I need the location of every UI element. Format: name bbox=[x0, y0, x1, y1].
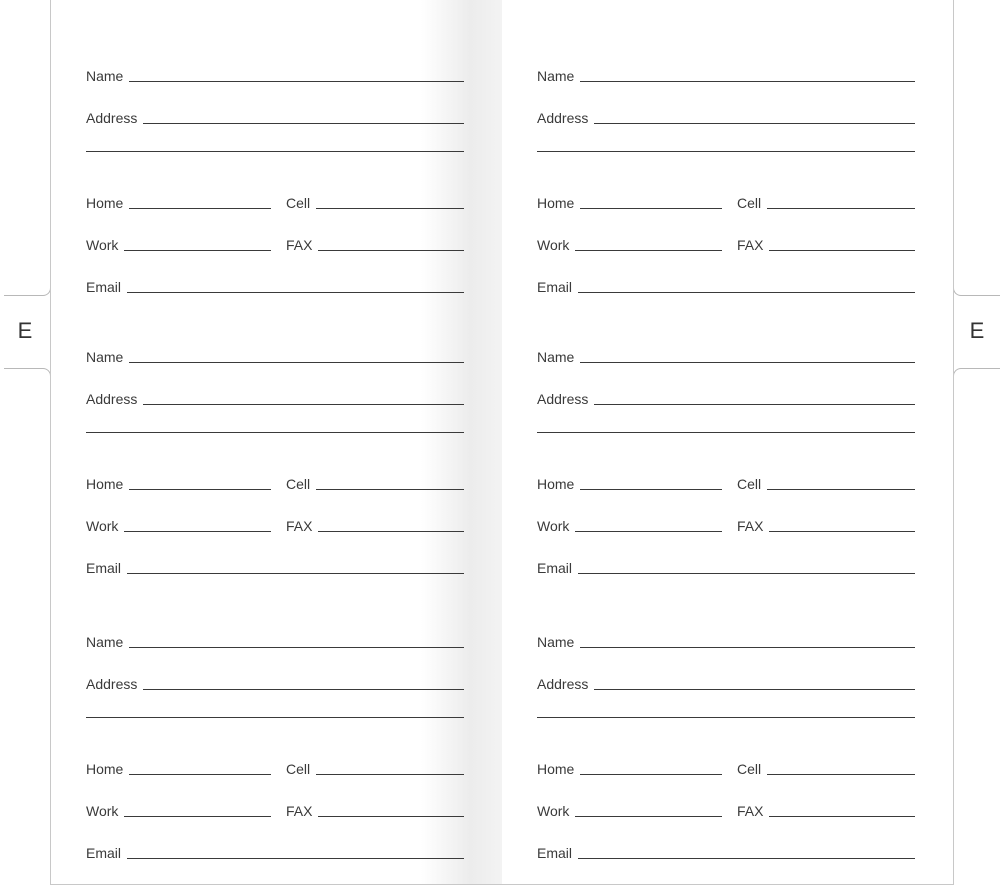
work-row bbox=[537, 231, 722, 253]
cell-phone-field[interactable] bbox=[316, 208, 464, 209]
index-tab-left[interactable] bbox=[0, 294, 50, 370]
email-row bbox=[86, 273, 464, 295]
cell-label: Cell bbox=[737, 761, 762, 777]
cell-label: Cell bbox=[286, 761, 311, 777]
fax-label: FAX bbox=[737, 518, 764, 534]
fax-row bbox=[737, 231, 915, 253]
name-label: Name bbox=[86, 634, 124, 650]
home-row bbox=[537, 470, 722, 492]
address-label: Address bbox=[86, 676, 138, 692]
name-field[interactable] bbox=[129, 362, 464, 363]
fax-field[interactable] bbox=[769, 250, 915, 251]
cell-row bbox=[737, 189, 915, 211]
address-field[interactable] bbox=[594, 123, 915, 124]
fax-field[interactable] bbox=[318, 816, 464, 817]
address-line-2[interactable] bbox=[86, 717, 464, 718]
work-phone-field[interactable] bbox=[575, 816, 722, 817]
work-label: Work bbox=[537, 803, 570, 819]
address-field[interactable] bbox=[143, 404, 464, 405]
fax-field[interactable] bbox=[769, 816, 915, 817]
work-row bbox=[86, 231, 271, 253]
email-row bbox=[537, 839, 915, 861]
name-row bbox=[86, 343, 464, 365]
home-label: Home bbox=[537, 476, 575, 492]
work-row bbox=[86, 512, 271, 534]
home-phone-field[interactable] bbox=[580, 208, 722, 209]
work-phone-field[interactable] bbox=[124, 816, 271, 817]
cell-label: Cell bbox=[286, 195, 311, 211]
email-label: Email bbox=[86, 279, 122, 295]
address-row bbox=[86, 385, 464, 407]
fax-field[interactable] bbox=[318, 531, 464, 532]
fax-row bbox=[286, 512, 464, 534]
name-row bbox=[537, 62, 915, 84]
tab-edge-bottom bbox=[953, 368, 1000, 379]
fax-row bbox=[737, 512, 915, 534]
fax-label: FAX bbox=[286, 803, 313, 819]
address-label: Address bbox=[86, 391, 138, 407]
home-row bbox=[86, 470, 271, 492]
work-phone-field[interactable] bbox=[575, 531, 722, 532]
address-row bbox=[86, 104, 464, 126]
address-line-2[interactable] bbox=[86, 151, 464, 152]
work-label: Work bbox=[86, 237, 119, 253]
home-phone-field[interactable] bbox=[580, 489, 722, 490]
cell-label: Cell bbox=[737, 195, 762, 211]
email-label: Email bbox=[86, 845, 122, 861]
address-line-2[interactable] bbox=[537, 432, 915, 433]
fax-label: FAX bbox=[286, 518, 313, 534]
address-label: Address bbox=[537, 676, 589, 692]
email-label: Email bbox=[537, 845, 573, 861]
email-row bbox=[537, 273, 915, 295]
email-field[interactable] bbox=[578, 573, 915, 574]
cell-phone-field[interactable] bbox=[767, 774, 915, 775]
email-label: Email bbox=[86, 560, 122, 576]
fax-label: FAX bbox=[737, 237, 764, 253]
address-label: Address bbox=[537, 110, 589, 126]
home-label: Home bbox=[86, 761, 124, 777]
address-row bbox=[537, 385, 915, 407]
name-field[interactable] bbox=[580, 647, 915, 648]
name-label: Name bbox=[537, 349, 575, 365]
cell-phone-field[interactable] bbox=[767, 489, 915, 490]
home-row bbox=[86, 755, 271, 777]
fax-row bbox=[286, 797, 464, 819]
email-field[interactable] bbox=[127, 858, 464, 859]
address-line-2[interactable] bbox=[537, 717, 915, 718]
name-field[interactable] bbox=[580, 362, 915, 363]
email-row bbox=[537, 554, 915, 576]
work-label: Work bbox=[86, 518, 119, 534]
cell-phone-field[interactable] bbox=[316, 774, 464, 775]
fax-row bbox=[737, 797, 915, 819]
index-tab-right[interactable] bbox=[953, 294, 1000, 370]
work-label: Work bbox=[537, 237, 570, 253]
name-field[interactable] bbox=[129, 647, 464, 648]
name-label: Name bbox=[537, 634, 575, 650]
fax-field[interactable] bbox=[769, 531, 915, 532]
email-field[interactable] bbox=[578, 292, 915, 293]
tab-letter: E bbox=[969, 318, 985, 343]
cell-label: Cell bbox=[286, 476, 311, 492]
email-field[interactable] bbox=[127, 292, 464, 293]
address-line-2[interactable] bbox=[537, 151, 915, 152]
address-line-2[interactable] bbox=[86, 432, 464, 433]
cell-row bbox=[286, 755, 464, 777]
work-label: Work bbox=[86, 803, 119, 819]
cell-phone-field[interactable] bbox=[316, 489, 464, 490]
home-label: Home bbox=[537, 195, 575, 211]
address-row bbox=[537, 104, 915, 126]
cell-row bbox=[737, 470, 915, 492]
home-phone-field[interactable] bbox=[129, 208, 271, 209]
address-label: Address bbox=[537, 391, 589, 407]
name-row bbox=[86, 62, 464, 84]
home-label: Home bbox=[86, 476, 124, 492]
fax-row bbox=[286, 231, 464, 253]
work-row bbox=[86, 797, 271, 819]
cell-label: Cell bbox=[737, 476, 762, 492]
name-field[interactable] bbox=[580, 81, 915, 82]
address-row bbox=[537, 670, 915, 692]
email-label: Email bbox=[537, 279, 573, 295]
name-field[interactable] bbox=[129, 81, 464, 82]
address-field[interactable] bbox=[143, 689, 464, 690]
email-field[interactable] bbox=[127, 573, 464, 574]
name-label: Name bbox=[86, 68, 124, 84]
home-phone-field[interactable] bbox=[580, 774, 722, 775]
email-field[interactable] bbox=[578, 858, 915, 859]
tab-edge-bottom bbox=[4, 368, 51, 379]
work-phone-field[interactable] bbox=[575, 250, 722, 251]
fax-field[interactable] bbox=[318, 250, 464, 251]
work-row bbox=[537, 512, 722, 534]
work-phone-field[interactable] bbox=[124, 531, 271, 532]
fax-label: FAX bbox=[737, 803, 764, 819]
tab-letter: E bbox=[17, 318, 33, 343]
right-page bbox=[502, 0, 954, 885]
tab-edge-top bbox=[953, 285, 1000, 296]
address-row bbox=[86, 670, 464, 692]
work-row bbox=[537, 797, 722, 819]
cell-phone-field[interactable] bbox=[767, 208, 915, 209]
home-row bbox=[537, 189, 722, 211]
name-label: Name bbox=[537, 68, 575, 84]
home-label: Home bbox=[537, 761, 575, 777]
name-label: Name bbox=[86, 349, 124, 365]
fax-label: FAX bbox=[286, 237, 313, 253]
address-field[interactable] bbox=[594, 404, 915, 405]
name-row bbox=[86, 628, 464, 650]
home-phone-field[interactable] bbox=[129, 489, 271, 490]
left-page bbox=[50, 0, 502, 885]
home-row bbox=[537, 755, 722, 777]
cell-row bbox=[286, 470, 464, 492]
cell-row bbox=[286, 189, 464, 211]
name-row bbox=[537, 343, 915, 365]
cell-row bbox=[737, 755, 915, 777]
name-row bbox=[537, 628, 915, 650]
address-field[interactable] bbox=[594, 689, 915, 690]
tab-edge-top bbox=[4, 285, 51, 296]
home-label: Home bbox=[86, 195, 124, 211]
email-row bbox=[86, 839, 464, 861]
work-phone-field[interactable] bbox=[124, 250, 271, 251]
home-row bbox=[86, 189, 271, 211]
address-field[interactable] bbox=[143, 123, 464, 124]
home-phone-field[interactable] bbox=[129, 774, 271, 775]
email-row bbox=[86, 554, 464, 576]
email-label: Email bbox=[537, 560, 573, 576]
work-label: Work bbox=[537, 518, 570, 534]
address-label: Address bbox=[86, 110, 138, 126]
